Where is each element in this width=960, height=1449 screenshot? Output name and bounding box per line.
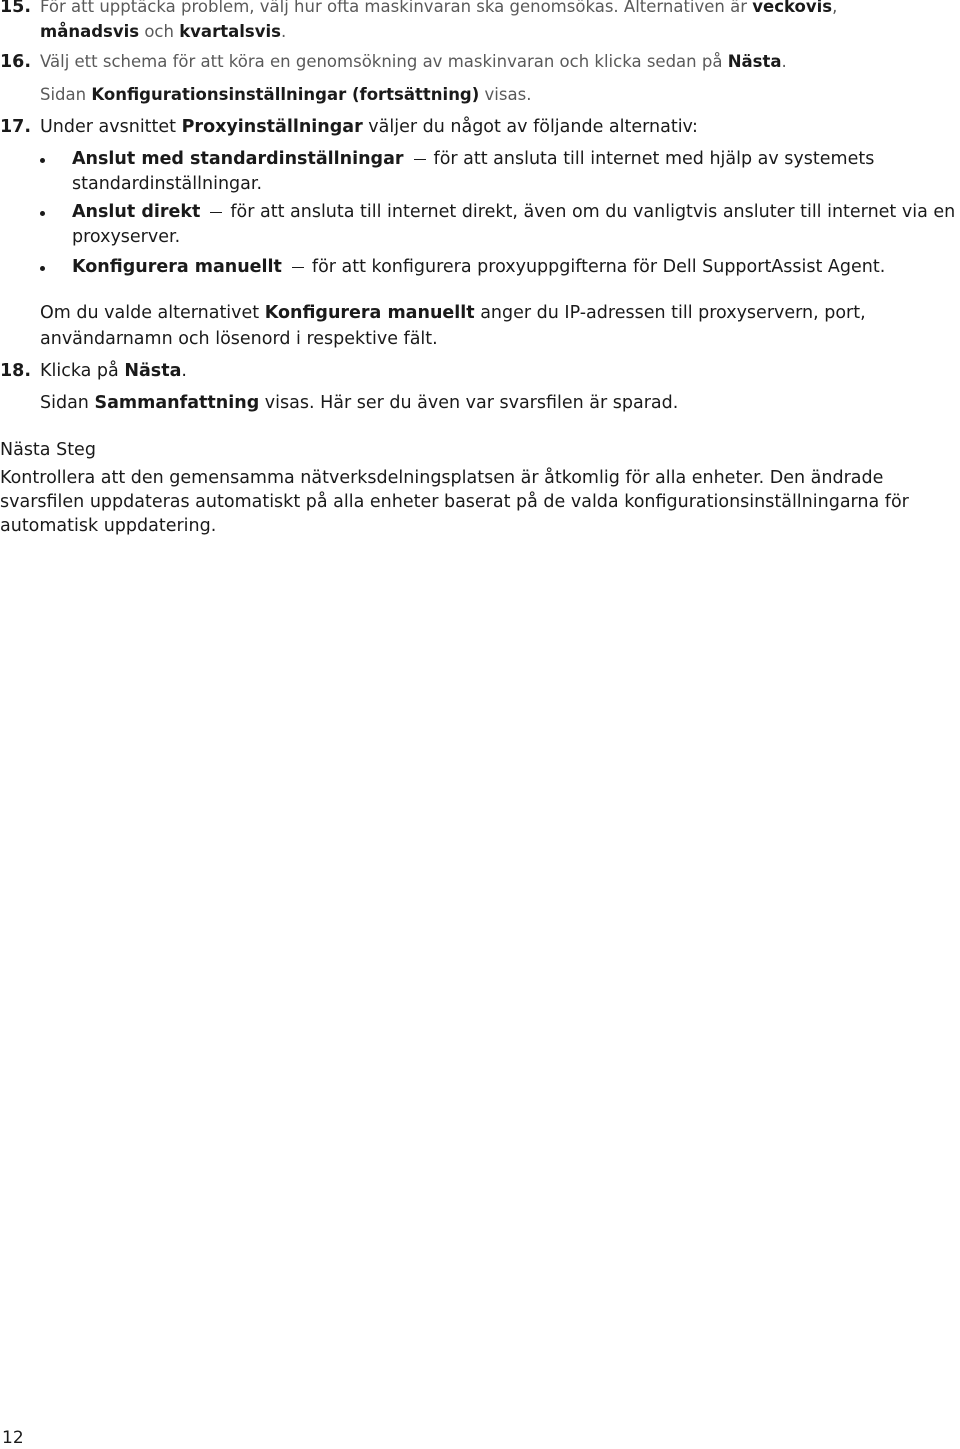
step-15-option-monthly: månadsvis xyxy=(40,22,140,41)
step-18-number: 18. xyxy=(0,361,32,381)
step-18-punct: . xyxy=(181,361,187,381)
step-18-line-2 xyxy=(40,393,678,413)
note-text-end: anger du IP-adressen till proxyservern, port, användarnamn och lösenord i respektive fält. xyxy=(40,303,866,349)
step-16-punct: . xyxy=(781,52,787,71)
bullet-option-title: Anslut direkt xyxy=(72,202,201,222)
dash xyxy=(414,159,426,160)
step-17-section-name: Proxyinställningar xyxy=(181,117,363,137)
bullet-item-direct xyxy=(72,200,960,250)
bullet-option-desc: för att ansluta till internet direkt, även om du vanligtvis ansluter till internet via en proxyserver. xyxy=(72,202,956,247)
step-18-line-1 xyxy=(40,361,187,381)
step-16-page-prefix: Sidan xyxy=(40,85,92,104)
step-16-page-name: Konfigurationsinställningar (fortsättning) xyxy=(91,85,480,104)
step-15-line-1 xyxy=(40,0,837,16)
note-text: Om du valde alternativet xyxy=(40,303,265,323)
step-18-page-suffix: visas. Här ser du även var svarsfilen är sparad. xyxy=(259,393,679,413)
bullet-option-desc: för att ansluta till internet med hjälp av systemets standardinställningar. xyxy=(72,149,875,194)
step-16-line-1 xyxy=(40,52,787,71)
next-steps-heading: Nästa Steg xyxy=(0,440,96,460)
step-18-next-label: Nästa xyxy=(124,361,182,381)
step-17-intro xyxy=(40,117,698,137)
step-18-page-name: Sammanfattning xyxy=(94,393,260,413)
step-18-text: Klicka på xyxy=(40,361,125,381)
step-15-line-2 xyxy=(40,22,286,41)
step-15-punct: , xyxy=(832,0,838,16)
bullet-item-manual xyxy=(72,255,960,280)
next-steps-body: Kontrollera att den gemensamma nätverksdelningsplatsen är åtkomlig för alla enheter. Den ändrade svarsfilen uppdateras automatiskt på alla enheter baserat på de valda konfigurationsinställningarna för automatisk uppdatering. xyxy=(0,468,909,536)
step-17-text-end: väljer du något av följande alternativ: xyxy=(362,117,698,137)
note-option: Konfigurera manuellt xyxy=(264,303,475,323)
dash xyxy=(210,212,222,213)
step-16-text: Välj ett schema för att köra en genomsökning av maskinvaran och klicka sedan på xyxy=(40,52,728,71)
step-16-next-label: Nästa xyxy=(727,52,782,71)
step-16-line-2 xyxy=(40,85,531,104)
step-17-note xyxy=(40,300,940,352)
step-15-text: För att upptäcka problem, välj hur ofta maskinvaran ska genomsökas. Alternativen är xyxy=(40,0,753,16)
step-17-number: 17. xyxy=(0,117,32,137)
step-16-number: 16. xyxy=(0,52,32,72)
bullet-item-default-settings xyxy=(72,147,960,197)
step-15-end: . xyxy=(280,22,287,41)
step-15-option-weekly: veckovis xyxy=(752,0,833,16)
step-18-page-prefix: Sidan xyxy=(40,393,95,413)
bullet-dot xyxy=(40,158,45,163)
bullet-dot xyxy=(40,211,45,216)
bullet-option-title: Konfigurera manuellt xyxy=(72,257,282,277)
dash xyxy=(292,267,304,268)
bullet-option-title: Anslut med standardinställningar xyxy=(72,149,404,169)
step-15-option-quarterly: kvartalsvis xyxy=(179,22,281,41)
bullet-dot xyxy=(40,266,45,271)
step-16-page-suffix: visas. xyxy=(479,85,532,104)
step-15-conj: och xyxy=(139,22,180,41)
page-number: 12 xyxy=(2,1428,24,1448)
step-15-number: 15. xyxy=(0,0,32,17)
step-17-text: Under avsnittet xyxy=(40,117,182,137)
bullet-option-desc: för att konfigurera proxyuppgifterna för Dell SupportAssist Agent. xyxy=(311,257,886,277)
